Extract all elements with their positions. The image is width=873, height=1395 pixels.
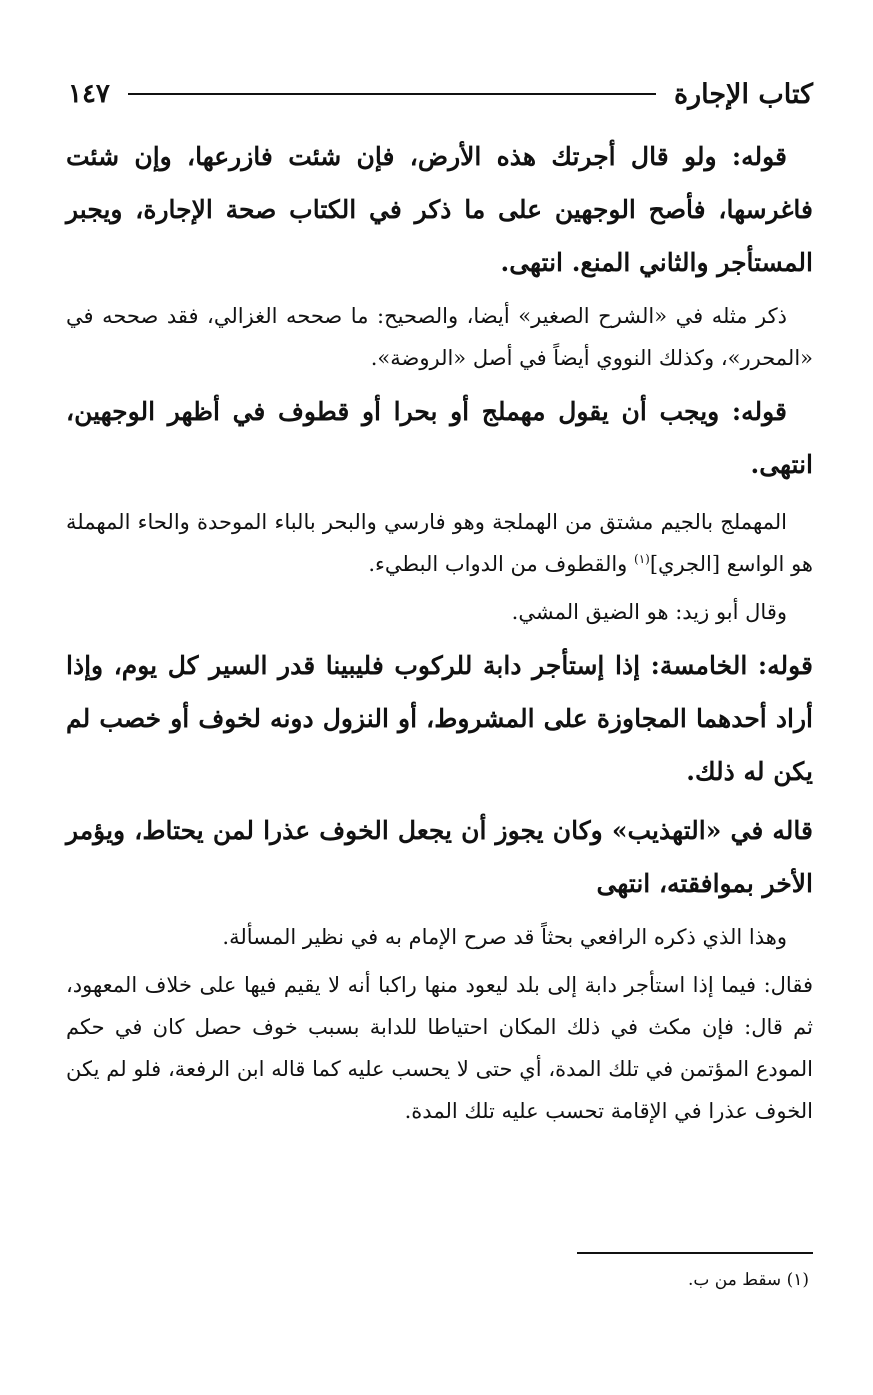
commentary-text: المهملج بالجيم مشتق من الهملجة وهو فارسي والبحر بالباء الموحدة والحاء المهملة هو الواسع [الجري] <box>66 510 813 576</box>
chapter-title: كتاب الإجارة <box>673 78 813 110</box>
quote-paragraph-1: قوله: ولو قال أجرتك هذه الأرض، فإن شئت فازرعها، وإن شئت فاغرسها، فأصح الوجهين على ما ذكر في الكتاب صحة الإجارة، ويجبر المستأجر والثاني المنع. انتهى. <box>66 142 813 277</box>
commentary-paragraph-2 <box>66 501 813 585</box>
running-header <box>68 70 813 118</box>
commentary-paragraph-5: فقال: فيما إذا استأجر دابة إلى بلد ليعود منها راكبا أنه لا يقيم فيها على خلاف المعهود، ثم قال: فإن مكث في ذلك المكان احتياطا للدابة بسبب خوف حصل كان في حكم المودع المؤتمن في تلك المدة، أي حتى لا يحسب عليه كما قاله ابن الرفعة، فلو لم يكن الخوف عذرا في الإقامة تحسب عليه تلك المدة. <box>66 973 813 1123</box>
page-number: ١٤٧ <box>68 79 110 109</box>
page-body <box>66 130 813 1132</box>
quote-paragraph-2: قوله: ويجب أن يقول مهملج أو بحرا أو قطوف في أظهر الوجهين، انتهى. <box>66 397 813 479</box>
quote-paragraph-4: قاله في «التهذيب» وكان يجوز أن يجعل الخوف عذرا لمن يحتاط، ويؤمر الأخر بموافقته، انتهى <box>66 816 813 898</box>
commentary-text-continued: والقطوف من الدواب البطيء. <box>368 552 634 576</box>
footnote: (١) سقط من ب. <box>687 1270 809 1290</box>
header-rule <box>128 93 656 95</box>
commentary-paragraph-4: وهذا الذي ذكره الرافعي بحثاً قد صرح الإمام به في نظير المسألة. <box>222 925 787 949</box>
quote-paragraph-3: قوله: الخامسة: إذا إستأجر دابة للركوب فليبينا قدر السير كل يوم، وإذا أراد أحدهما المجاوزة على المشروط، أو النزول دونه لخوف أو خصب لم يكن له ذلك. <box>66 651 813 786</box>
commentary-paragraph-3: وقال أبو زيد: هو الضيق المشي. <box>511 600 787 624</box>
footnote-rule <box>577 1252 813 1254</box>
footnote-marker: (١) <box>634 552 650 566</box>
commentary-paragraph-1: ذكر مثله في «الشرح الصغير» أيضا، والصحيح: ما صححه الغزالي، فقد صححه في «المحرر»، وكذلك النووي أيضاً في أصل «الروضة». <box>66 304 813 370</box>
